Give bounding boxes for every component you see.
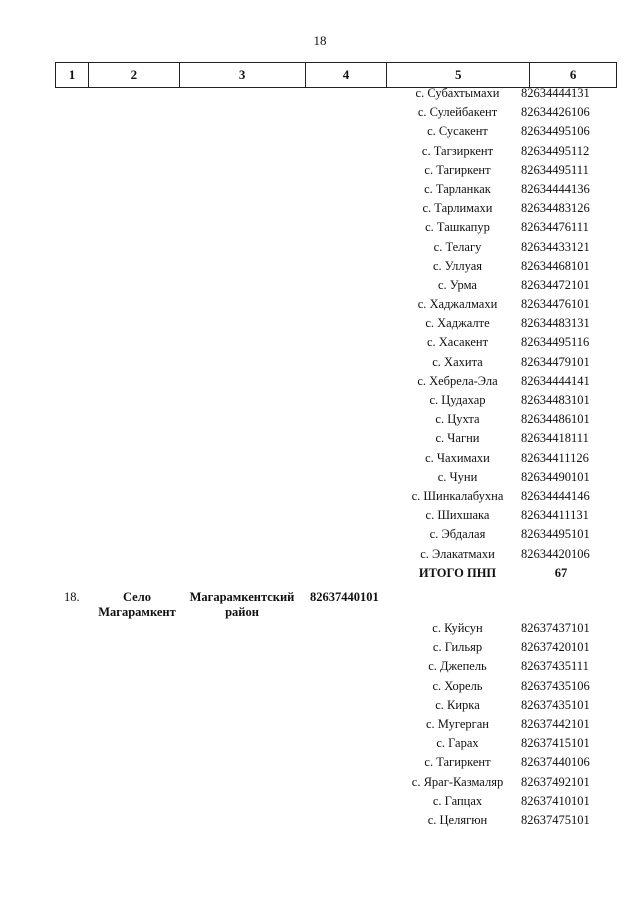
settlement-name: с. Шихшака xyxy=(425,508,490,523)
page-number: 18 xyxy=(313,33,327,48)
settlement-code: 82634483131 xyxy=(521,316,590,331)
table-row xyxy=(0,508,640,527)
header-col-3: 3 xyxy=(180,63,306,87)
table-row xyxy=(0,755,640,774)
settlement-name: с. Яраг-Казмаляр xyxy=(411,774,504,789)
settlement-name: с. Тагзиркент xyxy=(421,143,494,158)
table-row xyxy=(0,393,640,412)
table-row xyxy=(0,489,640,508)
settlement-code: 82634486101 xyxy=(521,412,590,427)
settlement-code: 82634495101 xyxy=(521,527,590,542)
table-row xyxy=(0,775,640,794)
settlement-code: 82634476111 xyxy=(521,220,589,235)
settlement-name: с. Цухта xyxy=(435,412,480,427)
table-row xyxy=(0,374,640,393)
header-col-5: 5 xyxy=(387,63,530,87)
settlement-code: 82634495111 xyxy=(521,162,589,177)
settlement-name: с. Гапцах xyxy=(432,793,483,808)
settlement-code: 82634444141 xyxy=(521,373,590,388)
settlement-code: 82634418111 xyxy=(521,431,589,446)
entry-district-line1: Магарамкентский xyxy=(189,590,295,604)
settlement-code: 82634495116 xyxy=(521,335,590,350)
settlement-code: 82637437101 xyxy=(521,621,590,635)
table-row xyxy=(0,240,640,259)
settlement-code: 82634426106 xyxy=(521,105,590,120)
settlement-name: с. Тагиркент xyxy=(424,755,491,770)
settlement-code: 82637492101 xyxy=(521,774,590,789)
settlement-name: с. Сусакент xyxy=(427,124,488,139)
settlement-name: с. Эбдалая xyxy=(429,527,486,542)
settlement-name: с. Кирка xyxy=(435,697,480,712)
entry-number: 18. xyxy=(64,590,80,604)
settlement-code: 82634420106 xyxy=(521,546,590,561)
table-row xyxy=(0,105,640,124)
table-row xyxy=(0,451,640,470)
header-col-1: 1 xyxy=(56,63,89,87)
settlement-code: 82634479101 xyxy=(521,354,590,369)
table-row xyxy=(0,621,640,640)
entry-district-line2: район xyxy=(225,605,259,619)
settlement-code: 82634476101 xyxy=(521,297,590,312)
table-row xyxy=(0,201,640,220)
settlement-name: с. Гильяр xyxy=(432,640,483,655)
header-col-6: 6 xyxy=(530,63,617,87)
settlement-code: 82634411131 xyxy=(521,508,589,523)
settlement-code: 82634483126 xyxy=(521,201,590,216)
settlement-list-a xyxy=(0,86,640,566)
table-row xyxy=(0,259,640,278)
table-row xyxy=(0,316,640,335)
settlement-name: с. Уллуая xyxy=(432,258,483,273)
table-row xyxy=(0,431,640,450)
settlement-code: 82634468101 xyxy=(521,258,590,273)
settlement-name: с. Тарлимахи xyxy=(422,201,493,216)
settlement-name: с. Куйсун xyxy=(432,621,483,635)
table-row xyxy=(0,355,640,374)
settlement-name: с. Чуни xyxy=(437,469,478,484)
table-row xyxy=(0,470,640,489)
settlement-name: с. Хебрела-Эла xyxy=(417,373,498,388)
settlement-code: 82634495112 xyxy=(521,143,590,158)
table-row xyxy=(0,144,640,163)
settlement-code: 82634495106 xyxy=(521,124,590,139)
settlement-code: 82634444131 xyxy=(521,86,590,100)
table-row xyxy=(0,698,640,717)
settlement-name: с. Хорель xyxy=(432,678,483,693)
total-value: 67 xyxy=(554,566,568,580)
table-row xyxy=(0,297,640,316)
table-row xyxy=(0,679,640,698)
header-col-2: 2 xyxy=(89,63,180,87)
settlement-code: 82637435101 xyxy=(521,697,590,712)
table-row xyxy=(0,220,640,239)
settlement-code: 82637435111 xyxy=(521,659,589,674)
table-row xyxy=(0,659,640,678)
settlement-name: с. Элакатмахи xyxy=(420,546,495,561)
settlement-name: с. Гарах xyxy=(436,736,479,751)
settlement-code: 82634483101 xyxy=(521,393,590,407)
entry-settlement xyxy=(92,590,182,620)
entry-settlement-line2: Магарамкент xyxy=(98,605,176,619)
settlement-code: 82634472101 xyxy=(521,277,590,292)
district-entry xyxy=(0,588,640,622)
settlement-name: с. Сулейбакент xyxy=(417,105,498,120)
settlement-name: с. Шинкалабухна xyxy=(411,488,504,503)
settlement-code: 82637435106 xyxy=(521,678,590,693)
settlement-code: 82637440106 xyxy=(521,755,590,770)
settlement-code: 82637420101 xyxy=(521,640,590,655)
entry-district xyxy=(183,590,301,620)
table-row xyxy=(0,163,640,182)
table-row xyxy=(0,813,640,832)
settlement-code: 82637442101 xyxy=(521,716,590,731)
settlement-name: с. Хаджалте xyxy=(425,316,490,331)
header-col-4: 4 xyxy=(306,63,388,87)
settlement-code: 82634433121 xyxy=(521,239,590,254)
settlement-code: 82637475101 xyxy=(521,812,590,827)
table-row xyxy=(0,412,640,431)
entry-oktmo: 82637440101 xyxy=(310,590,379,604)
total-row xyxy=(0,566,640,585)
table-row xyxy=(0,640,640,659)
settlement-list-b xyxy=(0,621,640,832)
total-section xyxy=(0,566,640,585)
settlement-name: с. Хахита xyxy=(432,354,483,369)
settlement-code: 82634444136 xyxy=(521,181,590,196)
table-row xyxy=(0,124,640,143)
settlement-name: с. Урма xyxy=(438,277,477,292)
table-row xyxy=(0,527,640,546)
total-label: ИТОГО ПНП xyxy=(418,566,497,580)
settlement-code: 82634411126 xyxy=(521,450,589,465)
settlement-name: с. Чагни xyxy=(435,431,480,446)
settlement-code: 82634490101 xyxy=(521,469,590,484)
settlement-code: 82634444146 xyxy=(521,488,590,503)
settlement-name: с. Цудахар xyxy=(429,393,486,407)
table-row xyxy=(0,547,640,566)
entry-settlement-line1: Село xyxy=(123,590,151,604)
table-row xyxy=(0,182,640,201)
table-header xyxy=(55,62,617,88)
settlement-code: 82637415101 xyxy=(521,736,590,751)
settlement-name: с. Хасакент xyxy=(426,335,489,350)
settlement-name: с. Телагу xyxy=(433,239,482,254)
settlement-name: с. Тагиркент xyxy=(424,162,491,177)
table-row xyxy=(0,86,640,105)
table-row xyxy=(0,335,640,354)
settlement-name: с. Джепель xyxy=(428,659,487,674)
settlement-code: 82637410101 xyxy=(521,793,590,808)
table-row xyxy=(0,278,640,297)
table-row xyxy=(0,717,640,736)
settlement-name: с. Целягюн xyxy=(427,812,488,827)
settlement-name: с. Хаджалмахи xyxy=(417,297,498,312)
settlement-name: с. Мугерган xyxy=(426,716,489,731)
settlement-name: с. Ташкапур xyxy=(425,220,490,235)
table-row xyxy=(0,794,640,813)
table-row xyxy=(0,736,640,755)
settlement-name: с. Тарланкак xyxy=(424,181,491,196)
settlement-name: с. Чахимахи xyxy=(425,450,490,465)
settlement-name: с. Субахтымахи xyxy=(415,86,500,100)
